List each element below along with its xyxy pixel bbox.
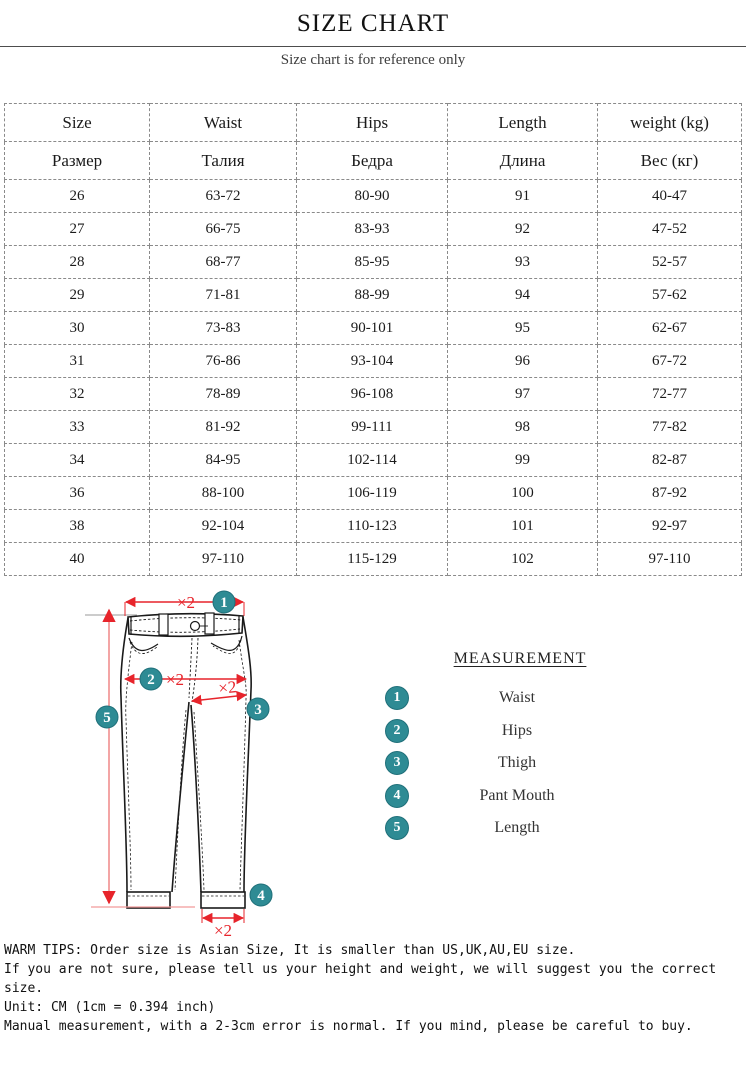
table-cell: 106-119 bbox=[297, 477, 448, 510]
table-cell: 90-101 bbox=[297, 312, 448, 345]
marker-circle-1 bbox=[213, 591, 235, 613]
svg-text:5: 5 bbox=[103, 710, 111, 726]
legend-number-badge: 4 bbox=[385, 784, 409, 808]
legend-title: MEASUREMENT bbox=[453, 650, 587, 667]
table-cell: 99 bbox=[448, 444, 598, 477]
table-cell: 101 bbox=[448, 510, 598, 543]
measurement-arrows bbox=[85, 593, 246, 940]
table-cell: 92-97 bbox=[598, 510, 742, 543]
legend-label: Thigh bbox=[497, 754, 537, 772]
svg-text:3: 3 bbox=[254, 702, 262, 718]
legend-item bbox=[385, 715, 655, 748]
legend-item bbox=[385, 747, 655, 780]
table-cell: 115-129 bbox=[297, 543, 448, 576]
table-cell: 83-93 bbox=[297, 213, 448, 246]
legend-label: Pant Mouth bbox=[479, 786, 555, 804]
size-table bbox=[4, 103, 742, 576]
legend-number-badge: 2 bbox=[385, 719, 409, 743]
table-cell: 102 bbox=[448, 543, 598, 576]
table-row bbox=[5, 345, 742, 378]
table-row bbox=[5, 510, 742, 543]
table-cell: 68-77 bbox=[150, 246, 297, 279]
svg-text:2: 2 bbox=[147, 672, 155, 688]
header-row-ru bbox=[5, 142, 742, 180]
table-cell: 73-83 bbox=[150, 312, 297, 345]
warm-tips bbox=[4, 941, 746, 1036]
table-cell: 38 bbox=[5, 510, 150, 543]
table-cell: 32 bbox=[5, 378, 150, 411]
col-size-ru: Размер bbox=[5, 142, 150, 180]
table-cell: 47-52 bbox=[598, 213, 742, 246]
table-cell: 85-95 bbox=[297, 246, 448, 279]
table-row bbox=[5, 279, 742, 312]
svg-text:1: 1 bbox=[220, 595, 228, 611]
col-weight-en: weight (kg) bbox=[598, 104, 742, 142]
col-length-en: Length bbox=[448, 104, 598, 142]
table-row bbox=[5, 180, 742, 213]
table-row bbox=[5, 411, 742, 444]
legend-label: Length bbox=[494, 819, 540, 837]
table-cell: 63-72 bbox=[150, 180, 297, 213]
table-row bbox=[5, 312, 742, 345]
table-cell: 28 bbox=[5, 246, 150, 279]
page-subtitle: Size chart is for reference only bbox=[280, 52, 466, 68]
table-cell: 81-92 bbox=[150, 411, 297, 444]
col-waist-en: Waist bbox=[150, 104, 297, 142]
legend-number-badge: 5 bbox=[385, 816, 409, 840]
col-weight-ru: Вес (кг) bbox=[598, 142, 742, 180]
table-cell: 40-47 bbox=[598, 180, 742, 213]
pants-measurement-diagram bbox=[85, 582, 335, 952]
table-cell: 84-95 bbox=[150, 444, 297, 477]
legend-items bbox=[385, 682, 655, 845]
table-cell: 77-82 bbox=[598, 411, 742, 444]
table-cell: 95 bbox=[448, 312, 598, 345]
table-cell: 97-110 bbox=[598, 543, 742, 576]
header-row-en bbox=[5, 104, 742, 142]
measurement-legend bbox=[385, 650, 655, 845]
table-cell: 93 bbox=[448, 246, 598, 279]
tips-line: Manual measurement, with a 2-3cm error is normal. If you mind, please be careful to buy. bbox=[4, 1019, 693, 1034]
table-cell: 26 bbox=[5, 180, 150, 213]
size-table-body bbox=[5, 180, 742, 576]
table-cell: 33 bbox=[5, 411, 150, 444]
table-cell: 99-111 bbox=[297, 411, 448, 444]
table-cell: 27 bbox=[5, 213, 150, 246]
table-cell: 110-123 bbox=[297, 510, 448, 543]
marker-circle-2 bbox=[140, 668, 162, 690]
legend-item bbox=[385, 812, 655, 845]
col-size-en: Size bbox=[5, 104, 150, 142]
marker-circle-5 bbox=[96, 706, 118, 728]
tips-line: Unit: CM (1cm = 0.394 inch) bbox=[4, 1000, 216, 1015]
table-row bbox=[5, 444, 742, 477]
table-cell: 72-77 bbox=[598, 378, 742, 411]
table-cell: 67-72 bbox=[598, 345, 742, 378]
table-cell: 30 bbox=[5, 312, 150, 345]
size-table-header bbox=[5, 104, 742, 180]
table-row bbox=[5, 246, 742, 279]
table-cell: 94 bbox=[448, 279, 598, 312]
table-row bbox=[5, 477, 742, 510]
table-cell: 87-92 bbox=[598, 477, 742, 510]
svg-text:4: 4 bbox=[257, 888, 265, 904]
table-cell: 31 bbox=[5, 345, 150, 378]
header-divider bbox=[0, 46, 746, 47]
col-length-ru: Длина bbox=[448, 142, 598, 180]
table-cell: 36 bbox=[5, 477, 150, 510]
table-cell: 57-62 bbox=[598, 279, 742, 312]
table-row bbox=[5, 378, 742, 411]
table-cell: 92 bbox=[448, 213, 598, 246]
table-cell: 34 bbox=[5, 444, 150, 477]
table-cell: 82-87 bbox=[598, 444, 742, 477]
table-cell: 80-90 bbox=[297, 180, 448, 213]
tips-line: If you are not sure, please tell us your height and weight, we will suggest you the correct bbox=[4, 962, 717, 977]
table-cell: 66-75 bbox=[150, 213, 297, 246]
table-row bbox=[5, 213, 742, 246]
table-cell: 88-99 bbox=[297, 279, 448, 312]
tips-line: WARM TIPS: Order size is Asian Size, It is smaller than US,UK,AU,EU size. bbox=[4, 943, 576, 958]
table-cell: 97-110 bbox=[150, 543, 297, 576]
page-title: SIZE CHART bbox=[296, 10, 450, 37]
pants-outline-drawing bbox=[121, 613, 251, 908]
legend-number-badge: 3 bbox=[385, 751, 409, 775]
table-cell: 98 bbox=[448, 411, 598, 444]
table-cell: 40 bbox=[5, 543, 150, 576]
table-cell: 96-108 bbox=[297, 378, 448, 411]
waist-times-label: ×2 bbox=[176, 593, 196, 612]
marker-circle-3 bbox=[247, 698, 269, 720]
mouth-times-label: ×2 bbox=[213, 921, 233, 940]
legend-item bbox=[385, 780, 655, 813]
thigh-times-label: ×2 bbox=[217, 677, 238, 698]
col-hips-en: Hips bbox=[297, 104, 448, 142]
tips-line: size. bbox=[4, 981, 44, 996]
table-cell: 97 bbox=[448, 378, 598, 411]
table-cell: 102-114 bbox=[297, 444, 448, 477]
hips-times-label: ×2 bbox=[165, 670, 185, 689]
table-cell: 76-86 bbox=[150, 345, 297, 378]
table-cell: 93-104 bbox=[297, 345, 448, 378]
table-cell: 78-89 bbox=[150, 378, 297, 411]
table-row bbox=[5, 543, 742, 576]
marker-circle-4 bbox=[250, 884, 272, 906]
legend-label: Waist bbox=[498, 689, 536, 707]
table-cell: 29 bbox=[5, 279, 150, 312]
table-cell: 100 bbox=[448, 477, 598, 510]
col-hips-ru: Бедра bbox=[297, 142, 448, 180]
col-waist-ru: Талия bbox=[150, 142, 297, 180]
table-cell: 88-100 bbox=[150, 477, 297, 510]
table-cell: 52-57 bbox=[598, 246, 742, 279]
table-cell: 71-81 bbox=[150, 279, 297, 312]
legend-label: Hips bbox=[501, 721, 533, 739]
table-cell: 62-67 bbox=[598, 312, 742, 345]
legend-number-badge: 1 bbox=[385, 686, 409, 710]
legend-item bbox=[385, 682, 655, 715]
table-cell: 91 bbox=[448, 180, 598, 213]
table-cell: 96 bbox=[448, 345, 598, 378]
table-cell: 92-104 bbox=[150, 510, 297, 543]
